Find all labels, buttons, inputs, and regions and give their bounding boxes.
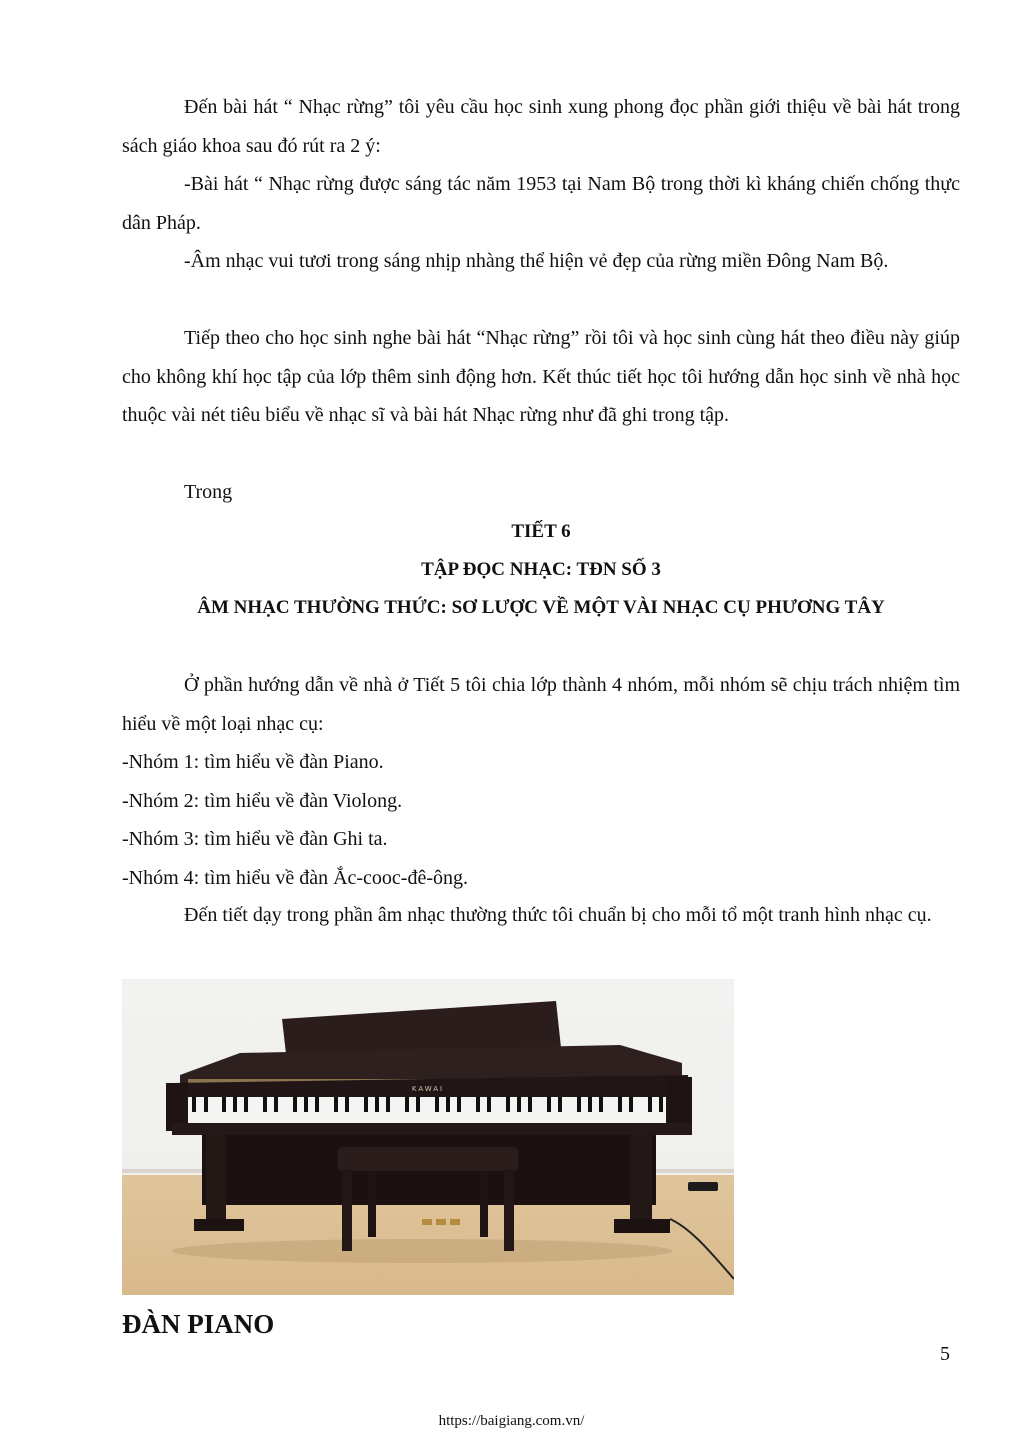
paragraph-trong: Trong xyxy=(184,481,233,503)
group-item: -Nhóm 1: tìm hiểu về đàn Piano. xyxy=(122,751,384,773)
heading-music-knowledge: ÂM NHẠC THƯỜNG THỨC: SƠ LƯỢC VỀ MỘT VÀI NHẠC CỤ PHƯƠNG TÂY xyxy=(197,597,885,618)
group-item: -Nhóm 2: tìm hiểu về đàn Violong. xyxy=(122,790,403,812)
paragraph-intro: Đến bài hát “ Nhạc rừng” tôi yêu cầu học sinh xung phong đọc phần giới thiệu về bài hát trong sách giáo khoa sau đó rút ra 2 ý: xyxy=(122,96,960,157)
paragraph-point-2: -Âm nhạc vui tươi trong sáng nhịp nhàng thể hiện vẻ đẹp của rừng miền Đông Nam Bộ. xyxy=(184,250,889,272)
paragraph-groups-intro: Ở phần hướng dẫn về nhà ở Tiết 5 tôi chia lớp thành 4 nhóm, mỗi nhóm sẽ chịu trách nhiệm tìm hiểu về một loại nhạc cụ: xyxy=(122,674,960,735)
group-item: -Nhóm 3: tìm hiểu về đàn Ghi ta. xyxy=(122,828,388,850)
image-caption: ĐÀN PIANO xyxy=(122,1309,275,1339)
paragraph-closing: Đến tiết dạy trong phần âm nhạc thường thức tôi chuẩn bị cho mỗi tổ một tranh hình nhạc cụ. xyxy=(184,904,932,926)
piano-brand-text: KAWAI xyxy=(411,1085,445,1093)
piano-photo xyxy=(122,979,734,1295)
page-number: 5 xyxy=(940,1343,950,1365)
heading-lesson: TIẾT 6 xyxy=(511,521,571,542)
heading-reading: TẬP ĐỌC NHẠC: TĐN SỐ 3 xyxy=(421,559,661,580)
paragraph-point-1: -Bài hát “ Nhạc rừng được sáng tác năm 1953 tại Nam Bộ trong thời kì kháng chiến chống thực dân Pháp. xyxy=(122,173,960,234)
piano-illustration xyxy=(122,979,734,1295)
paragraph-listening: Tiếp theo cho học sinh nghe bài hát “Nhạc rừng” rồi tôi và học sinh cùng hát theo điều này giúp cho không khí học tập của lớp thêm sinh động hơn. Kết thúc tiết học tôi hướng dẫn học sinh về nhà học thuộc vài nét tiêu biểu về nhạc sĩ và bài hát Nhạc rừng như đã ghi trong tập. xyxy=(122,327,960,426)
footer-url: https://baigiang.com.vn/ xyxy=(438,1413,585,1429)
group-item: -Nhóm 4: tìm hiểu về đàn Ắc-cooc-đê-ông. xyxy=(122,867,469,889)
